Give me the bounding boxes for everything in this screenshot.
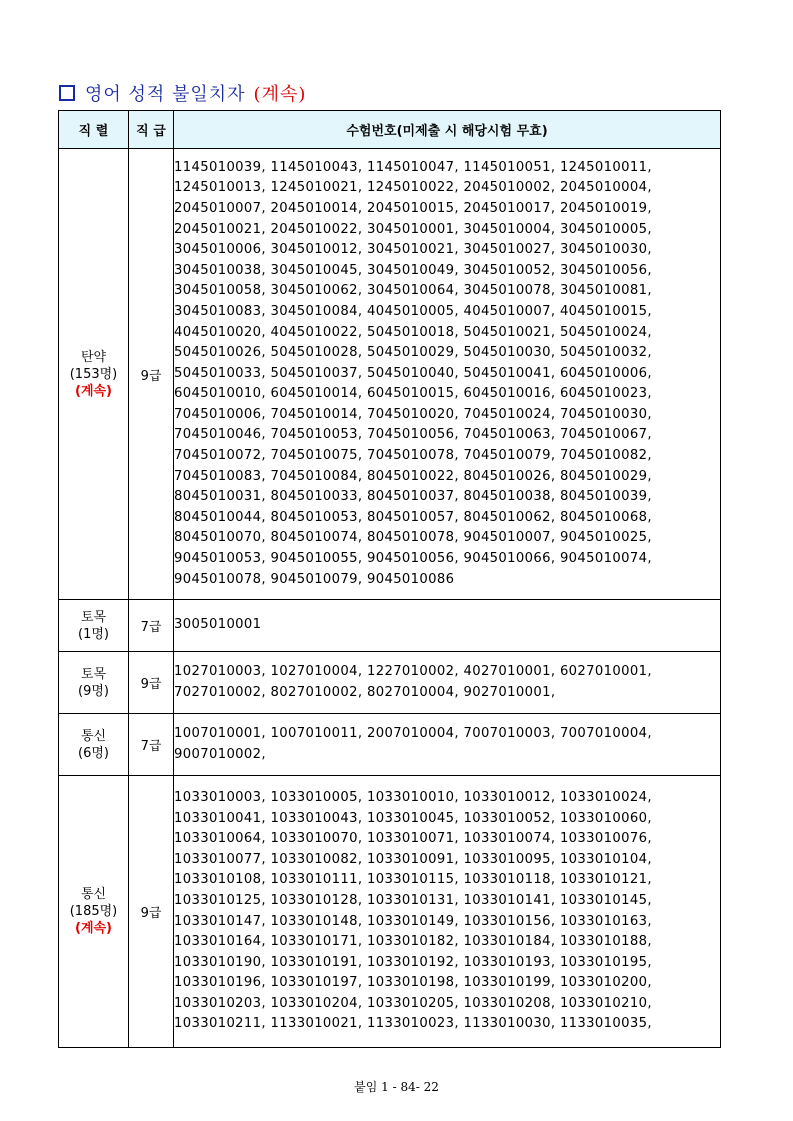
exam-numbers-cell: 1027010003, 1027010004, 1227010002, 4027010001, 6027010001, 7027010002, 8027010002, 8027010004, 9027010001, bbox=[174, 652, 721, 714]
series-count: (9명) bbox=[78, 683, 109, 699]
series-count: (6명) bbox=[78, 745, 109, 761]
grade-cell: 7급 bbox=[129, 714, 174, 776]
section-heading bbox=[59, 80, 306, 106]
exam-numbers-cell: 1145010039, 1145010043, 1145010047, 1145010051, 1245010011, 1245010013, 1245010021, 1245010022, 2045010002, 2045010004, 2045010007, 2045010014, 2045010015, 2045010017, 2045010019, 2045010021, 2045010022, 3045010001, 3045010004, 3045010005, 3045010006, 3045010012, 3045010021, 3045010027, 3045010030, 3045010038, 3045010045, 3045010049, 3045010052, 3045010056, 3045010058, 3045010062, 3045010064, 3045010078, 3045010081, 3045010083, 3045010084, 4045010005, 4045010007, 4045010015, 4045010020, 4045010022, 5045010018, 5045010021, 5045010024, 5045010026, 5045010028, 5045010029, 5045010030, 5045010032, 5045010033, 5045010037, 5045010040, 5045010041, 6045010006, 6045010010, 6045010014, 6045010015, 6045010016, 6045010023, 7045010006, 7045010014, 7045010020, 7045010024, 7045010030, 7045010046, 7045010053, 7045010056, 7045010063, 7045010067, 7045010072, 7045010075, 7045010078, 7045010079, 7045010082, 7045010083, 7045010084, 8045010022, 8045010026, 8045010029, 8045010031, 8045010033, 8045010037, 8045010038, 8045010039, 8045010044, 8045010053, 8045010057, 8045010062, 8045010068, 8045010070, 8045010074, 8045010078, 9045010007, 9045010025, 9045010053, 9045010055, 9045010056, 9045010066, 9045010074, 9045010078, 9045010079, 9045010086 bbox=[174, 149, 721, 600]
heading-continued: (계속) bbox=[253, 84, 307, 105]
continued-label: (계속) bbox=[75, 921, 112, 936]
heading-text: 영어 성적 불일치자 bbox=[85, 84, 246, 105]
series-count: (185명) bbox=[69, 904, 118, 919]
grade-cell: 7급 bbox=[129, 600, 174, 652]
series-name: 통신 bbox=[80, 887, 107, 902]
exam-numbers-cell: 1033010003, 1033010005, 1033010010, 1033010012, 1033010024, 1033010041, 1033010043, 1033010045, 1033010052, 1033010060, 1033010064, 1033010070, 1033010071, 1033010074, 1033010076, 1033010077, 1033010082, 1033010091, 1033010095, 1033010104, 1033010108, 1033010111, 1033010115, 1033010118, 1033010121, 1033010125, 1033010128, 1033010131, 1033010141, 1033010145, 1033010147, 1033010148, 1033010149, 1033010156, 1033010163, 1033010164, 1033010171, 1033010182, 1033010184, 1033010188, 1033010190, 1033010191, 1033010192, 1033010193, 1033010195, 1033010196, 1033010197, 1033010198, 1033010199, 1033010200, 1033010203, 1033010204, 1033010205, 1033010208, 1033010210, 1033010211, 1133010021, 1133010023, 1133010030, 1133010035, bbox=[174, 776, 721, 1048]
grade-cell: 9급 bbox=[129, 776, 174, 1048]
applicant-table bbox=[58, 110, 721, 1048]
table-row bbox=[59, 776, 721, 1048]
series-name: 탄약 bbox=[80, 349, 107, 365]
series-cell bbox=[59, 600, 129, 652]
table-row bbox=[59, 714, 721, 776]
table-row bbox=[59, 600, 721, 652]
series-name: 토목 bbox=[80, 666, 107, 682]
series-name: 토목 bbox=[80, 609, 107, 625]
table-row bbox=[59, 652, 721, 714]
exam-numbers-cell: 3005010001 bbox=[174, 600, 721, 652]
continued-label: (계속) bbox=[75, 383, 112, 399]
grade-cell: 9급 bbox=[129, 149, 174, 600]
series-cell bbox=[59, 149, 129, 600]
table-header-row bbox=[59, 111, 721, 149]
exam-numbers-cell: 1007010001, 1007010011, 2007010004, 7007010003, 7007010004, 9007010002, bbox=[174, 714, 721, 776]
header-exam-numbers: 수험번호(미제출 시 해당시험 무효) bbox=[174, 111, 721, 149]
table-row bbox=[59, 149, 721, 600]
checkbox-square-icon bbox=[59, 85, 75, 101]
header-grade: 직 급 bbox=[129, 111, 174, 149]
series-cell bbox=[59, 652, 129, 714]
series-cell bbox=[59, 776, 129, 1048]
header-series: 직 렬 bbox=[59, 111, 129, 149]
series-count: (1명) bbox=[78, 626, 109, 642]
grade-cell: 9급 bbox=[129, 652, 174, 714]
series-cell bbox=[59, 714, 129, 776]
series-name: 통신 bbox=[80, 728, 107, 744]
page-footer: 붙임 1 - 84- 22 bbox=[354, 1080, 439, 1094]
series-count: (153명) bbox=[69, 366, 118, 382]
